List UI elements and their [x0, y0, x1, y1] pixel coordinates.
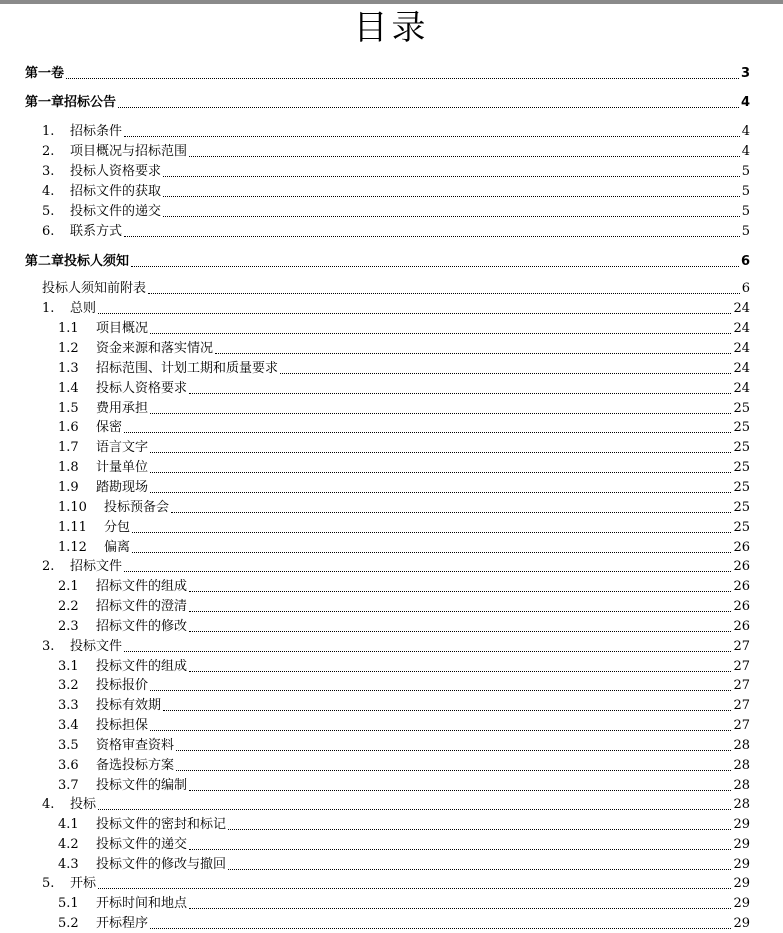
toc-entry-number: 4.2: [58, 837, 79, 852]
dot-leader: [150, 690, 731, 691]
toc-entry[interactable]: [58, 836, 750, 854]
toc-entry-page-number: 26: [733, 599, 750, 614]
toc-entry[interactable]: [42, 558, 750, 576]
toc-entry[interactable]: [58, 757, 750, 775]
toc-entry[interactable]: [58, 677, 750, 695]
toc-entry-page-number: 25: [733, 520, 750, 535]
dot-leader: [189, 393, 731, 394]
toc-entry-number: 3.4: [58, 718, 79, 733]
dot-leader: [132, 532, 731, 533]
toc-entry-page-number: 25: [733, 460, 750, 475]
toc-entry-title: 总则: [70, 301, 97, 316]
dot-leader: [215, 353, 731, 354]
dot-leader: [150, 730, 731, 731]
toc-entry-number: 2.3: [58, 619, 79, 634]
toc-entry-title: 资格审查资料: [96, 738, 175, 753]
toc-entry-title: 投标文件的修改与撤回: [96, 857, 227, 872]
toc-entry-title: 开标: [70, 876, 97, 891]
toc-entry[interactable]: [42, 123, 750, 141]
toc-entry-page-number: 29: [733, 817, 750, 832]
toc-entry-title: 投标预备会: [104, 500, 170, 515]
toc-entry-page-number: 29: [733, 837, 750, 852]
toc-entry-number: 4.: [42, 184, 55, 199]
toc-entry-number: 1.2: [58, 341, 79, 356]
toc-entry-number: 1.3: [58, 361, 79, 376]
toc-entry-title: 项目概况: [96, 321, 149, 336]
toc-chapter-entry[interactable]: [25, 253, 750, 271]
toc-entry-title: 招标文件的澄清: [96, 599, 188, 614]
dot-leader: [148, 293, 740, 294]
dot-leader: [163, 216, 740, 217]
toc-entry[interactable]: [58, 697, 750, 715]
toc-entry-title: 投标: [70, 797, 97, 812]
dot-leader: [228, 829, 731, 830]
toc-entry-number: 1.4: [58, 381, 79, 396]
toc-entry-page-number: 27: [733, 639, 750, 654]
toc-entry-number: 3.5: [58, 738, 79, 753]
toc-entry-title: 投标有效期: [96, 698, 162, 713]
toc-entry[interactable]: [42, 183, 750, 201]
dot-leader: [98, 809, 731, 810]
toc-entry[interactable]: [58, 915, 750, 933]
toc-entry-number: 5.1: [58, 896, 79, 911]
toc-entry-page-number: 26: [733, 540, 750, 555]
toc-entry-title: 开标程序: [96, 916, 149, 931]
toc-entry-title: 投标文件的组成: [96, 659, 188, 674]
toc-entry[interactable]: [58, 658, 750, 676]
toc-entry-number: 1.10: [58, 500, 87, 515]
toc-entry[interactable]: [58, 479, 750, 497]
toc-entry[interactable]: [58, 856, 750, 874]
toc-entry-page-number: 26: [733, 619, 750, 634]
toc-entry-number: 1.11: [58, 520, 87, 535]
toc-entry[interactable]: [58, 816, 750, 834]
toc-entry-page-number: 29: [733, 876, 750, 891]
toc-entry[interactable]: [58, 737, 750, 755]
toc-entry-page-number: 27: [733, 698, 750, 713]
toc-entry-number: 1.8: [58, 460, 79, 475]
toc-entry-page-number: 28: [733, 778, 750, 793]
dot-leader: [163, 176, 740, 177]
toc-entry-title: 保密: [96, 420, 123, 435]
dot-leader: [150, 928, 731, 929]
toc-entry-page-number: 24: [733, 381, 750, 396]
toc-entry-number: 1.9: [58, 480, 79, 495]
dot-leader: [124, 432, 731, 433]
toc-entry-page-number: 4: [741, 144, 750, 159]
toc-entry-number: 2.2: [58, 599, 79, 614]
dot-leader: [176, 750, 731, 751]
window-top-border: [0, 0, 783, 4]
toc-entry-page-number: 4: [740, 95, 750, 110]
toc-entry-number: 5.: [42, 876, 55, 891]
toc-entry[interactable]: [58, 777, 750, 795]
toc-entry-title: 招标文件: [70, 559, 123, 574]
toc-entry-page-number: 25: [733, 440, 750, 455]
dot-leader: [150, 413, 731, 414]
toc-entry-page-number: 25: [733, 480, 750, 495]
toc-entry-title: 招标文件的组成: [96, 579, 188, 594]
toc-entry-page-number: 25: [733, 420, 750, 435]
toc-entry-number: 3.: [42, 639, 55, 654]
toc-entry-page-number: 25: [733, 401, 750, 416]
dot-leader: [176, 770, 731, 771]
toc-entry-page-number: 28: [733, 758, 750, 773]
toc-entry-title: 偏离: [104, 540, 131, 555]
toc-entry[interactable]: [58, 320, 750, 338]
toc-entry-title: 开标时间和地点: [96, 896, 188, 911]
toc-entry-page-number: 26: [733, 579, 750, 594]
toc-entry-title: 投标人资格要求: [96, 381, 188, 396]
toc-entry[interactable]: [42, 280, 750, 298]
toc-entry-title: 招标范围、计划工期和质量要求: [96, 361, 279, 376]
toc-entry[interactable]: [58, 340, 750, 358]
toc-entry[interactable]: [58, 439, 750, 457]
dot-leader: [66, 78, 739, 79]
toc-entry-number: 2.1: [58, 579, 79, 594]
toc-entry-title: 投标担保: [96, 718, 149, 733]
toc-entry[interactable]: [58, 539, 750, 557]
toc-entry[interactable]: [42, 223, 750, 241]
dot-leader: [132, 552, 731, 553]
dot-leader: [98, 888, 731, 889]
dot-leader: [150, 472, 731, 473]
toc-entry-page-number: 24: [733, 321, 750, 336]
toc-entry-title: 招标条件: [70, 124, 123, 139]
toc-entry-title: 第一章招标公告: [25, 95, 117, 110]
toc-entry-number: 3.1: [58, 659, 79, 674]
dot-leader: [189, 591, 731, 592]
toc-entry-title: 语言文字: [96, 440, 149, 455]
dot-leader: [189, 908, 731, 909]
toc-entry-number: 1.6: [58, 420, 79, 435]
dot-leader: [189, 611, 731, 612]
dot-leader: [189, 671, 731, 672]
toc-entry-page-number: 6: [741, 281, 750, 296]
toc-entry-number: 3.: [42, 164, 55, 179]
toc-entry-title: 第二章投标人须知: [25, 254, 130, 269]
toc-entry[interactable]: [58, 717, 750, 735]
toc-entry-number: 1.: [42, 301, 55, 316]
toc-entry[interactable]: [42, 163, 750, 181]
toc-entry-page-number: 5: [741, 184, 750, 199]
toc-entry-page-number: 27: [733, 678, 750, 693]
toc-entry-number: 4.1: [58, 817, 79, 832]
toc-entry-number: 3.3: [58, 698, 79, 713]
toc-entry-number: 4.3: [58, 857, 79, 872]
toc-entry-page-number: 28: [733, 797, 750, 812]
toc-entry[interactable]: [58, 380, 750, 398]
toc-entry[interactable]: [58, 400, 750, 418]
toc-entry-title: 投标人资格要求: [70, 164, 162, 179]
toc-entry-page-number: 29: [733, 857, 750, 872]
dot-leader: [150, 492, 731, 493]
toc-entry-title: 投标报价: [96, 678, 149, 693]
toc-entry-page-number: 5: [741, 164, 750, 179]
toc-entry[interactable]: [58, 499, 750, 517]
dot-leader: [124, 571, 731, 572]
toc-entry-number: 1.: [42, 124, 55, 139]
toc-entry-title: 第一卷: [25, 66, 65, 81]
toc-entry[interactable]: [42, 875, 750, 893]
toc-entry-page-number: 27: [733, 718, 750, 733]
dot-leader: [150, 452, 731, 453]
toc-entry-page-number: 29: [733, 896, 750, 911]
toc-entry[interactable]: [58, 519, 750, 537]
dot-leader: [171, 512, 731, 513]
toc-chapter-entry[interactable]: [25, 65, 750, 83]
toc-entry-title: 联系方式: [70, 224, 123, 239]
toc-entry[interactable]: [58, 459, 750, 477]
toc-entry-number: 1.12: [58, 540, 87, 555]
dot-leader: [189, 156, 740, 157]
dot-leader: [124, 136, 740, 137]
toc-entry[interactable]: [42, 796, 750, 814]
toc-entry-number: 2.: [42, 559, 55, 574]
toc-entry-number: 3.2: [58, 678, 79, 693]
toc-entry-title: 项目概况与招标范围: [70, 144, 188, 159]
toc-entry-number: 1.5: [58, 401, 79, 416]
toc-entry-page-number: 24: [733, 341, 750, 356]
toc-entry-title: 投标文件: [70, 639, 123, 654]
toc-entry[interactable]: [42, 203, 750, 221]
toc-entry-page-number: 29: [733, 916, 750, 931]
toc-entry-number: 4.: [42, 797, 55, 812]
toc-entry[interactable]: [58, 360, 750, 378]
toc-entry-page-number: 24: [733, 361, 750, 376]
toc-entry-page-number: 6: [740, 254, 750, 269]
toc-entry-number: 5.2: [58, 916, 79, 931]
toc-entry-number: 2.: [42, 144, 55, 159]
toc-entry-page-number: 5: [741, 204, 750, 219]
toc-entry-title: 投标文件的递交: [70, 204, 162, 219]
dot-leader: [189, 849, 731, 850]
dot-leader: [163, 196, 740, 197]
toc-entry-number: 5.: [42, 204, 55, 219]
toc-entry[interactable]: [58, 598, 750, 616]
dot-leader: [131, 266, 739, 267]
toc-entry-number: 1.7: [58, 440, 79, 455]
toc-entry-title: 投标文件的递交: [96, 837, 188, 852]
dot-leader: [189, 790, 731, 791]
dot-leader: [189, 631, 731, 632]
toc-entry-title: 费用承担: [96, 401, 149, 416]
toc-entry-title: 计量单位: [96, 460, 149, 475]
toc-entry-page-number: 4: [741, 124, 750, 139]
page-title: 目录: [353, 8, 430, 48]
toc-entry[interactable]: [58, 419, 750, 437]
toc-entry[interactable]: [58, 578, 750, 596]
dot-leader: [118, 107, 739, 108]
toc-entry[interactable]: [58, 618, 750, 636]
dot-leader: [228, 869, 731, 870]
dot-leader: [98, 313, 731, 314]
toc-entry-title: 招标文件的修改: [96, 619, 188, 634]
toc-entry-title: 投标文件的编制: [96, 778, 188, 793]
toc-entry-number: 1.1: [58, 321, 79, 336]
toc-entry-page-number: 5: [741, 224, 750, 239]
dot-leader: [163, 710, 731, 711]
toc-entry[interactable]: [42, 638, 750, 656]
toc-entry-page-number: 28: [733, 738, 750, 753]
toc-entry-page-number: 25: [733, 500, 750, 515]
toc-entry-page-number: 24: [733, 301, 750, 316]
dot-leader: [124, 651, 731, 652]
toc-entry-page-number: 27: [733, 659, 750, 674]
toc-entry-title: 踏勘现场: [96, 480, 149, 495]
dot-leader: [150, 333, 731, 334]
toc-entry-number: 3.6: [58, 758, 79, 773]
toc-chapter-entry[interactable]: [25, 94, 750, 112]
toc-entry[interactable]: [42, 300, 750, 318]
toc-entry-title: 备选投标方案: [96, 758, 175, 773]
toc-entry-title: 招标文件的获取: [70, 184, 162, 199]
toc-entry-title: 分包: [104, 520, 131, 535]
toc-entry-title: 资金来源和落实情况: [96, 341, 214, 356]
toc-entry[interactable]: [42, 143, 750, 161]
dot-leader: [124, 236, 740, 237]
toc-entry-page-number: 3: [740, 66, 750, 81]
toc-entry-number: 6.: [42, 224, 55, 239]
toc-entry-number: 3.7: [58, 778, 79, 793]
toc-entry-page-number: 26: [733, 559, 750, 574]
toc-entry-title: 投标文件的密封和标记: [96, 817, 227, 832]
toc-entry[interactable]: [58, 895, 750, 913]
toc-entry-title: 投标人须知前附表: [42, 281, 147, 296]
dot-leader: [280, 373, 731, 374]
